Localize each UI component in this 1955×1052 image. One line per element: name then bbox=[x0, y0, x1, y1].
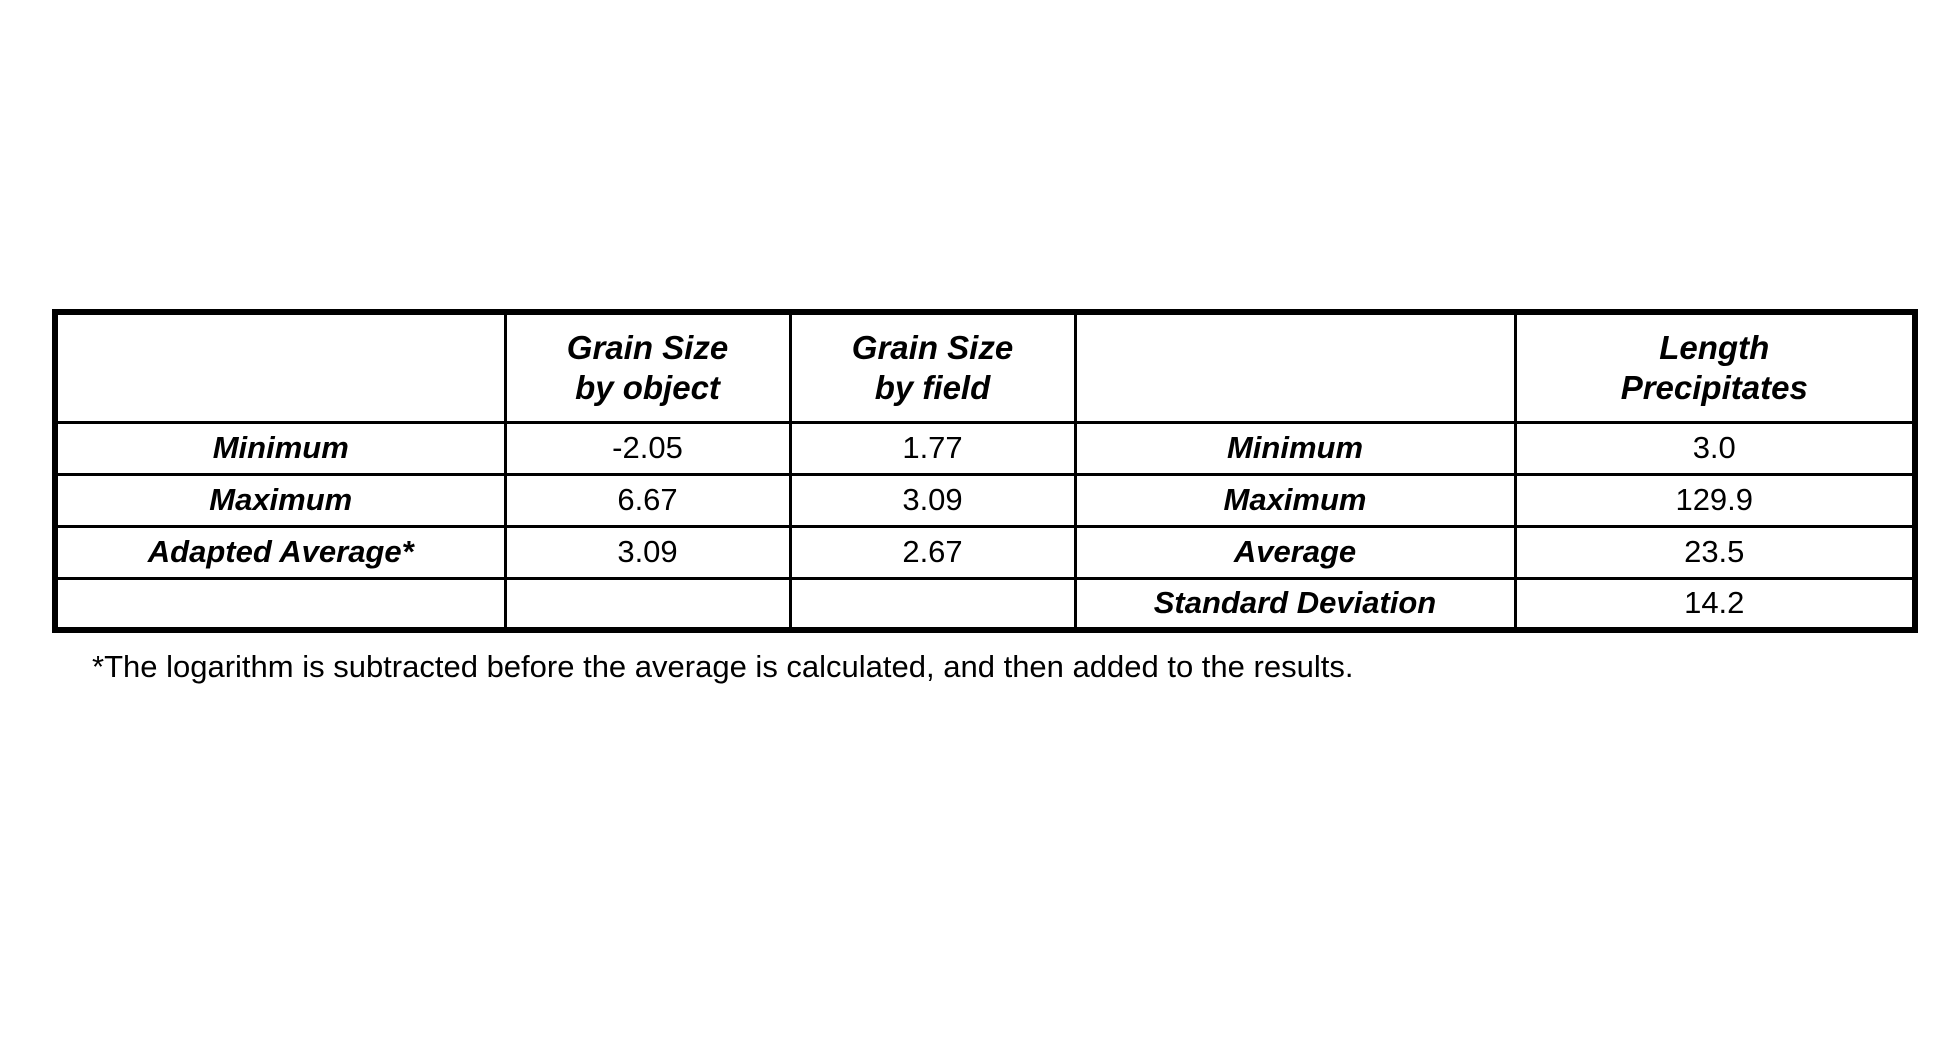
row-label-left: Maximum bbox=[55, 474, 505, 526]
cell-length-precipitates: 129.9 bbox=[1515, 474, 1915, 526]
cell-grain-size-by-field bbox=[790, 578, 1075, 630]
table-header-row bbox=[55, 312, 1915, 422]
statistics-table bbox=[52, 309, 1918, 633]
row-label-right: Maximum bbox=[1075, 474, 1515, 526]
header-line-2: Precipitates bbox=[1620, 368, 1808, 406]
row-label-right: Average bbox=[1075, 526, 1515, 578]
row-label-right: Minimum bbox=[1075, 422, 1515, 474]
cell-grain-size-by-field: 3.09 bbox=[790, 474, 1075, 526]
cell-grain-size-by-object: 3.09 bbox=[505, 526, 790, 578]
table-row bbox=[55, 474, 1915, 526]
statistics-table-container bbox=[52, 309, 1912, 633]
row-label-left: Adapted Average* bbox=[55, 526, 505, 578]
header-line-1: Length bbox=[1659, 329, 1770, 367]
table-row bbox=[55, 578, 1915, 630]
row-label-left bbox=[55, 578, 505, 630]
header-cell-empty-left bbox=[55, 312, 505, 422]
header-cell-length-precipitates bbox=[1515, 312, 1915, 422]
header-cell-empty-right bbox=[1075, 312, 1515, 422]
header-line-2: by field bbox=[874, 368, 991, 406]
table-row bbox=[55, 526, 1915, 578]
cell-grain-size-by-object bbox=[505, 578, 790, 630]
header-cell-grain-size-by-field bbox=[790, 312, 1075, 422]
header-line-1: Grain Size bbox=[851, 329, 1014, 367]
header-line-1: Grain Size bbox=[566, 329, 729, 367]
header-line-2: by object bbox=[575, 368, 720, 406]
cell-length-precipitates: 14.2 bbox=[1515, 578, 1915, 630]
table-footnote: *The logarithm is subtracted before the average is calculated, and then added to the results. bbox=[92, 649, 1354, 684]
cell-grain-size-by-object: 6.67 bbox=[505, 474, 790, 526]
cell-grain-size-by-object: -2.05 bbox=[505, 422, 790, 474]
row-label-right: Standard Deviation bbox=[1075, 578, 1515, 630]
header-cell-grain-size-by-object bbox=[505, 312, 790, 422]
cell-grain-size-by-field: 2.67 bbox=[790, 526, 1075, 578]
cell-length-precipitates: 23.5 bbox=[1515, 526, 1915, 578]
cell-grain-size-by-field: 1.77 bbox=[790, 422, 1075, 474]
cell-length-precipitates: 3.0 bbox=[1515, 422, 1915, 474]
table-row bbox=[55, 422, 1915, 474]
row-label-left: Minimum bbox=[55, 422, 505, 474]
